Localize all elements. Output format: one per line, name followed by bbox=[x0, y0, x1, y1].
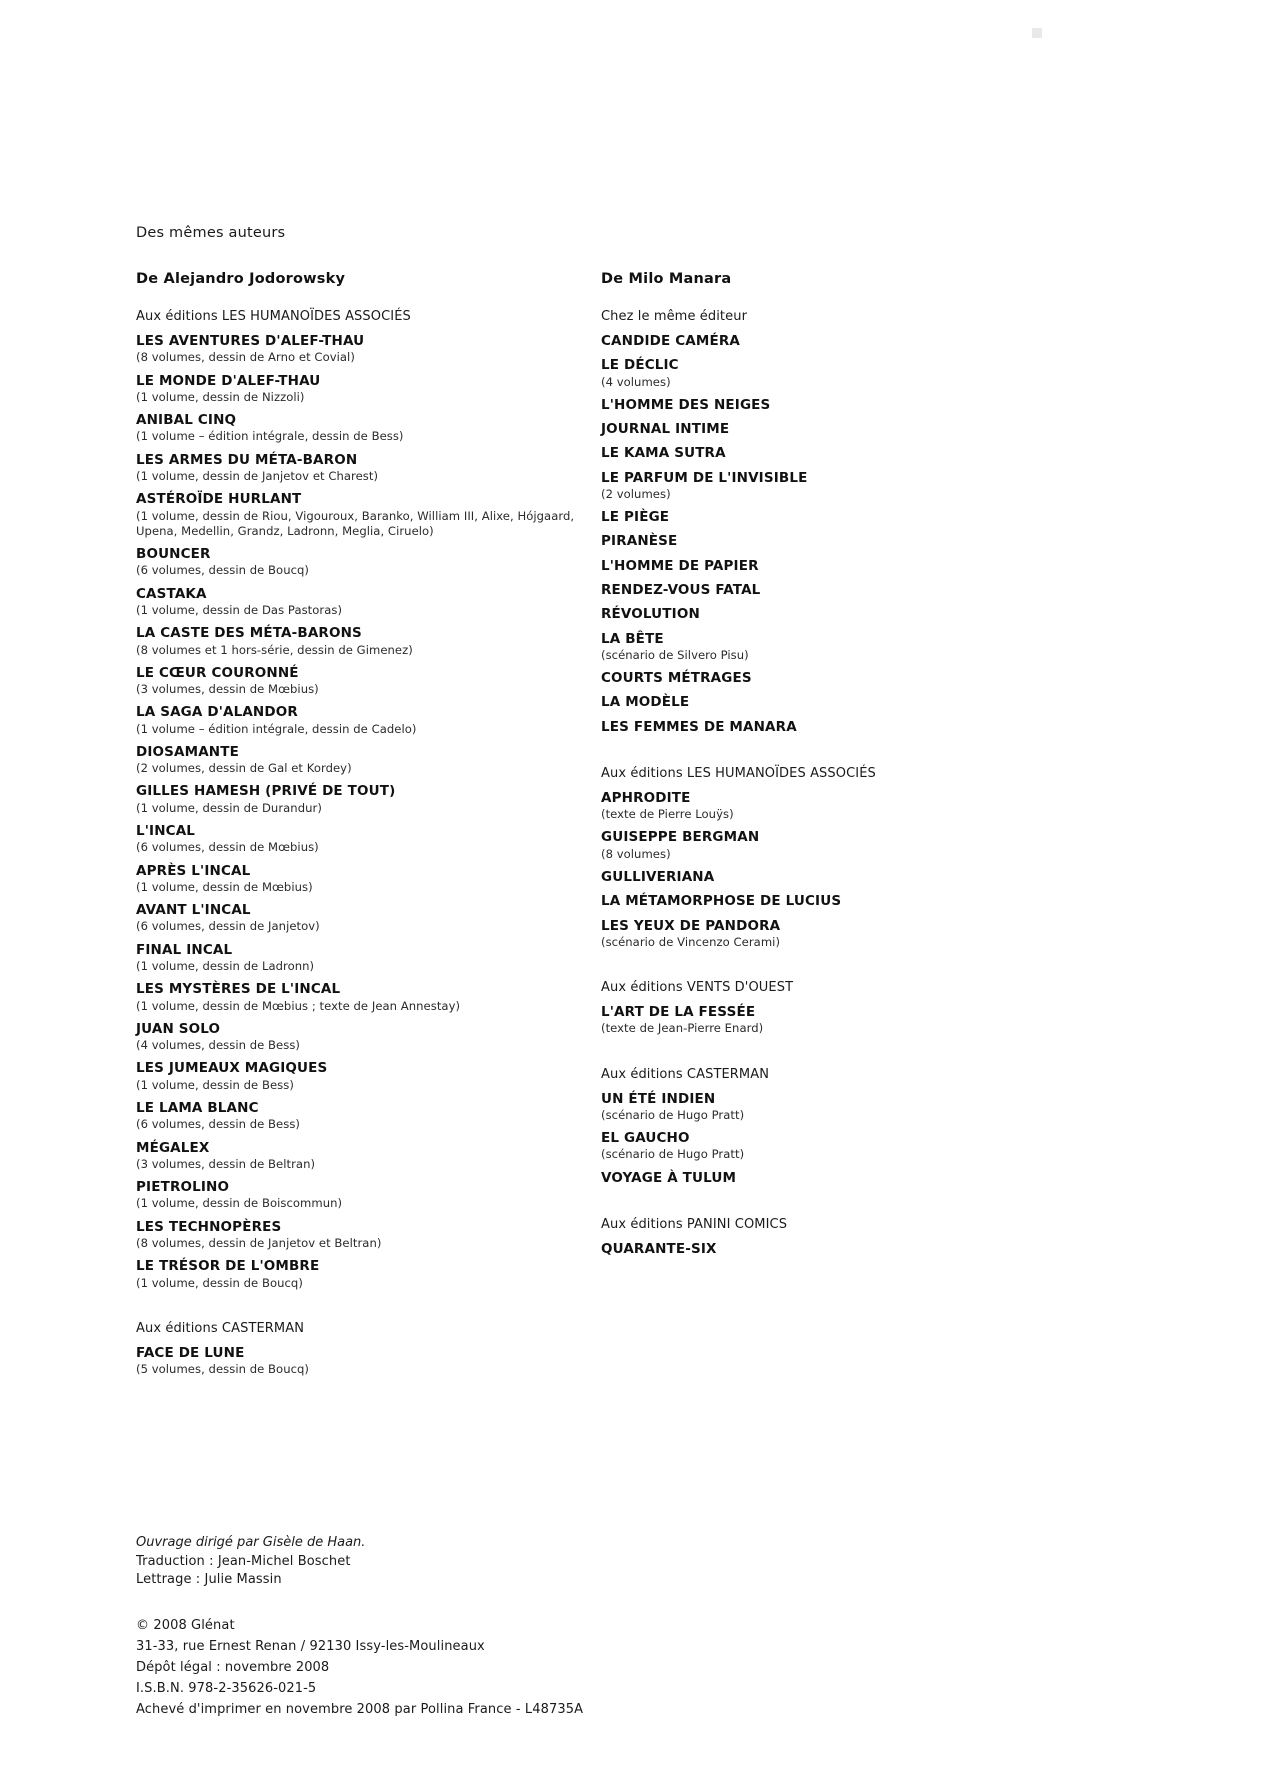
work-detail: (3 volumes, dessin de Beltran) bbox=[136, 1156, 316, 1171]
work-entry bbox=[601, 1091, 1061, 1124]
imprint-legal-deposit: Dépôt légal : novembre 2008 bbox=[136, 1660, 330, 1675]
work-detail: (1 volume – édition intégrale, dessin de Bess) bbox=[136, 429, 404, 444]
work-title: LA CASTE DES MÉTA-BARONS bbox=[136, 625, 362, 642]
work-entry bbox=[601, 333, 1061, 350]
work-title: GUISEPPE BERGMAN bbox=[601, 829, 760, 846]
work-title: LE DÉCLIC bbox=[601, 357, 679, 374]
work-detail: (6 volumes, dessin de Boucq) bbox=[136, 563, 310, 578]
work-entry bbox=[601, 397, 1061, 414]
work-entry bbox=[136, 1100, 601, 1133]
work-entry bbox=[136, 373, 601, 406]
work-entry bbox=[601, 445, 1061, 462]
work-entry bbox=[601, 1170, 1061, 1187]
work-detail: (1 volume, dessin de Nizzoli) bbox=[136, 389, 305, 404]
work-detail: (8 volumes, dessin de Janjetov et Beltran) bbox=[136, 1235, 382, 1250]
work-detail: (1 volume, dessin de Mœbius ; texte de Jean Annestay) bbox=[136, 998, 461, 1013]
work-title: JOURNAL INTIME bbox=[601, 421, 730, 438]
work-entry bbox=[136, 1345, 601, 1378]
work-detail: (6 volumes, dessin de Janjetov) bbox=[136, 919, 320, 934]
work-title: APRÈS L'INCAL bbox=[136, 862, 251, 879]
work-detail: (1 volume, dessin de Riou, Vigouroux, Baranko, William III, Alixe, Hójgaard, Upena, Medellin, Grandz, Ladronn, Meglia, Ciruelo) bbox=[136, 508, 575, 538]
colophon-lettering: Lettrage : Julie Massin bbox=[136, 1572, 282, 1587]
colophon-director: Ouvrage dirigé par Gisèle de Haan. bbox=[136, 1535, 366, 1550]
work-title: DIOSAMANTE bbox=[136, 743, 239, 760]
work-title: LE LAMA BLANC bbox=[136, 1099, 259, 1116]
work-entry bbox=[136, 981, 601, 1014]
work-title: VOYAGE À TULUM bbox=[601, 1169, 737, 1186]
work-detail: (4 volumes, dessin de Bess) bbox=[136, 1038, 300, 1053]
work-entry bbox=[136, 1179, 601, 1212]
work-entry bbox=[601, 631, 1061, 664]
work-title: FINAL INCAL bbox=[136, 941, 233, 958]
work-entry bbox=[136, 586, 601, 619]
work-title: JUAN SOLO bbox=[136, 1020, 221, 1037]
work-detail: (texte de Jean-Pierre Enard) bbox=[601, 1021, 764, 1036]
work-entry bbox=[601, 918, 1061, 951]
work-entry bbox=[136, 942, 601, 975]
work-entry bbox=[136, 452, 601, 485]
work-title: PIETROLINO bbox=[136, 1179, 230, 1196]
work-detail: (1 volume, dessin de Boucq) bbox=[136, 1275, 303, 1290]
work-entry bbox=[601, 470, 1061, 503]
author-heading-jodorowsky: De Alejandro Jodorowsky bbox=[136, 271, 346, 287]
work-entry bbox=[601, 869, 1061, 886]
work-entry bbox=[601, 1130, 1061, 1163]
work-entry bbox=[601, 533, 1061, 550]
work-title: RÉVOLUTION bbox=[601, 606, 700, 623]
work-title: ASTÉROÏDE HURLANT bbox=[136, 491, 302, 508]
work-entry bbox=[136, 863, 601, 896]
page-title: Des mêmes auteurs bbox=[136, 225, 286, 241]
publisher-heading: Aux éditions VENTS D'OUEST bbox=[601, 980, 794, 996]
work-entry bbox=[601, 1004, 1061, 1037]
publisher-heading: Aux éditions CASTERMAN bbox=[136, 1320, 305, 1336]
page-content bbox=[136, 225, 1136, 1384]
work-title: GILLES HAMESH (PRIVÉ DE TOUT) bbox=[136, 783, 396, 800]
publisher-heading: Aux éditions PANINI COMICS bbox=[601, 1217, 788, 1233]
work-detail: (1 volume, dessin de Bess) bbox=[136, 1077, 294, 1092]
work-title: LE TRÉSOR DE L'OMBRE bbox=[136, 1258, 320, 1275]
work-title: UN ÉTÉ INDIEN bbox=[601, 1090, 716, 1107]
work-title: LA SAGA D'ALANDOR bbox=[136, 704, 298, 721]
work-title: LES ARMES DU MÉTA-BARON bbox=[136, 451, 358, 468]
work-title: LE KAMA SUTRA bbox=[601, 445, 726, 462]
work-title: LA MODÈLE bbox=[601, 694, 690, 711]
work-detail: (1 volume, dessin de Durandur) bbox=[136, 800, 322, 815]
work-title: CANDIDE CAMÉRA bbox=[601, 333, 740, 349]
two-column-layout bbox=[136, 271, 1136, 1384]
work-title: AVANT L'INCAL bbox=[136, 902, 251, 919]
work-entry bbox=[601, 582, 1061, 599]
author-heading-manara: De Milo Manara bbox=[601, 271, 732, 287]
work-entry bbox=[136, 1219, 601, 1252]
work-title: LE PIÈGE bbox=[601, 509, 670, 526]
sections-jodorowsky bbox=[136, 309, 601, 1377]
work-detail: (8 volumes et 1 hors-série, dessin de Gimenez) bbox=[136, 642, 413, 657]
work-entry bbox=[136, 902, 601, 935]
imprint-printing: Achevé d'imprimer en novembre 2008 par Pollina France - L48735A bbox=[136, 1702, 584, 1717]
registration-mark bbox=[1032, 28, 1042, 38]
work-entry bbox=[601, 719, 1061, 736]
work-detail: (1 volume, dessin de Das Pastoras) bbox=[136, 602, 343, 617]
work-detail: (texte de Pierre Louÿs) bbox=[601, 807, 734, 822]
publisher-heading: Chez le même éditeur bbox=[601, 309, 748, 324]
work-detail: (3 volumes, dessin de Mœbius) bbox=[136, 682, 319, 697]
work-detail: (5 volumes, dessin de Boucq) bbox=[136, 1362, 310, 1377]
work-detail: (scénario de Hugo Pratt) bbox=[601, 1107, 745, 1122]
work-entry bbox=[136, 704, 601, 737]
work-entry bbox=[136, 1021, 601, 1054]
work-detail: (scénario de Vincenzo Cerami) bbox=[601, 934, 781, 949]
work-title: LE MONDE D'ALEF-THAU bbox=[136, 372, 321, 389]
work-detail: (1 volume, dessin de Boiscommun) bbox=[136, 1196, 343, 1211]
work-entry bbox=[136, 412, 601, 445]
work-entry bbox=[601, 670, 1061, 687]
work-detail: (8 volumes, dessin de Arno et Covial) bbox=[136, 350, 355, 365]
work-detail: (4 volumes) bbox=[601, 374, 671, 389]
work-detail: (1 volume, dessin de Janjetov et Charest) bbox=[136, 468, 379, 483]
work-title: GULLIVERIANA bbox=[601, 869, 715, 885]
publisher-heading: Aux éditions LES HUMANOÏDES ASSOCIÉS bbox=[601, 765, 876, 781]
work-title: L'HOMME DES NEIGES bbox=[601, 396, 771, 413]
sections-manara bbox=[601, 309, 1061, 1258]
work-title: FACE DE LUNE bbox=[136, 1344, 245, 1361]
work-detail: (scénario de Silvero Pisu) bbox=[601, 647, 749, 662]
work-entry bbox=[136, 491, 601, 539]
work-entry bbox=[136, 744, 601, 777]
work-entry bbox=[601, 790, 1061, 823]
column-manara bbox=[601, 271, 1061, 1265]
work-entry bbox=[136, 823, 601, 856]
work-detail: (2 volumes, dessin de Gal et Kordey) bbox=[136, 761, 352, 776]
work-title: LES YEUX DE PANDORA bbox=[601, 917, 781, 934]
publisher-heading: Aux éditions LES HUMANOÏDES ASSOCIÉS bbox=[136, 309, 411, 324]
work-title: L'HOMME DE PAPIER bbox=[601, 557, 759, 574]
work-title: QUARANTE-SIX bbox=[601, 1241, 717, 1258]
work-title: LES TECHNOPÈRES bbox=[136, 1218, 282, 1235]
work-detail: (6 volumes, dessin de Mœbius) bbox=[136, 840, 319, 855]
colophon-block bbox=[136, 1535, 936, 1590]
work-detail: (1 volume – édition intégrale, dessin de Cadelo) bbox=[136, 721, 417, 736]
work-title: L'ART DE LA FESSÉE bbox=[601, 1004, 756, 1021]
work-title: L'INCAL bbox=[136, 823, 196, 840]
work-entry bbox=[136, 665, 601, 698]
work-entry bbox=[601, 509, 1061, 526]
work-entry bbox=[136, 1060, 601, 1093]
work-title: LA MÉTAMORPHOSE DE LUCIUS bbox=[601, 893, 842, 910]
work-entry bbox=[136, 625, 601, 658]
work-title: PIRANÈSE bbox=[601, 533, 678, 550]
work-detail: (1 volume, dessin de Ladronn) bbox=[136, 959, 315, 973]
work-entry bbox=[136, 333, 601, 366]
work-title: ANIBAL CINQ bbox=[136, 412, 237, 429]
work-title: LES MYSTÈRES DE L'INCAL bbox=[136, 981, 341, 998]
work-entry bbox=[601, 694, 1061, 711]
work-entry bbox=[601, 421, 1061, 438]
work-entry bbox=[601, 558, 1061, 575]
work-title: LES AVENTURES D'ALEF-THAU bbox=[136, 333, 365, 349]
work-title: LES JUMEAUX MAGIQUES bbox=[136, 1060, 328, 1077]
work-title: APHRODITE bbox=[601, 789, 691, 806]
work-detail: (scénario de Hugo Pratt) bbox=[601, 1147, 745, 1162]
work-detail: (6 volumes, dessin de Bess) bbox=[136, 1117, 300, 1132]
colophon-translation: Traduction : Jean-Michel Boschet bbox=[136, 1554, 351, 1569]
work-entry bbox=[136, 1140, 601, 1173]
work-title: RENDEZ-VOUS FATAL bbox=[601, 581, 761, 598]
work-title: EL GAUCHO bbox=[601, 1130, 690, 1147]
work-entry bbox=[601, 1241, 1061, 1258]
work-title: BOUNCER bbox=[136, 546, 211, 563]
work-title: LA BÊTE bbox=[601, 630, 664, 647]
work-title: LE CŒUR COURONNÉ bbox=[136, 664, 299, 681]
work-title: CASTAKA bbox=[136, 585, 207, 602]
work-detail: (8 volumes) bbox=[601, 846, 671, 861]
work-title: MÉGALEX bbox=[136, 1139, 210, 1156]
work-entry bbox=[136, 546, 601, 579]
work-title: COURTS MÉTRAGES bbox=[601, 670, 752, 687]
work-title: LE PARFUM DE L'INVISIBLE bbox=[601, 469, 808, 486]
work-entry bbox=[601, 606, 1061, 623]
imprint-isbn: I.S.B.N. 978-2-35626-021-5 bbox=[136, 1681, 317, 1696]
work-entry bbox=[136, 783, 601, 816]
work-title: LES FEMMES DE MANARA bbox=[601, 718, 797, 735]
work-entry bbox=[136, 1258, 601, 1291]
imprint-address: 31-33, rue Ernest Renan / 92130 Issy-les-Moulineaux bbox=[136, 1639, 485, 1654]
publisher-heading: Aux éditions CASTERMAN bbox=[601, 1066, 770, 1082]
work-detail: (2 volumes) bbox=[601, 486, 671, 501]
imprint-copyright: © 2008 Glénat bbox=[136, 1618, 235, 1633]
column-jodorowsky bbox=[136, 271, 601, 1384]
imprint-block bbox=[136, 1618, 936, 1723]
work-entry bbox=[601, 357, 1061, 390]
work-entry bbox=[601, 829, 1061, 862]
work-entry bbox=[601, 893, 1061, 910]
work-detail: (1 volume, dessin de Mœbius) bbox=[136, 879, 313, 894]
